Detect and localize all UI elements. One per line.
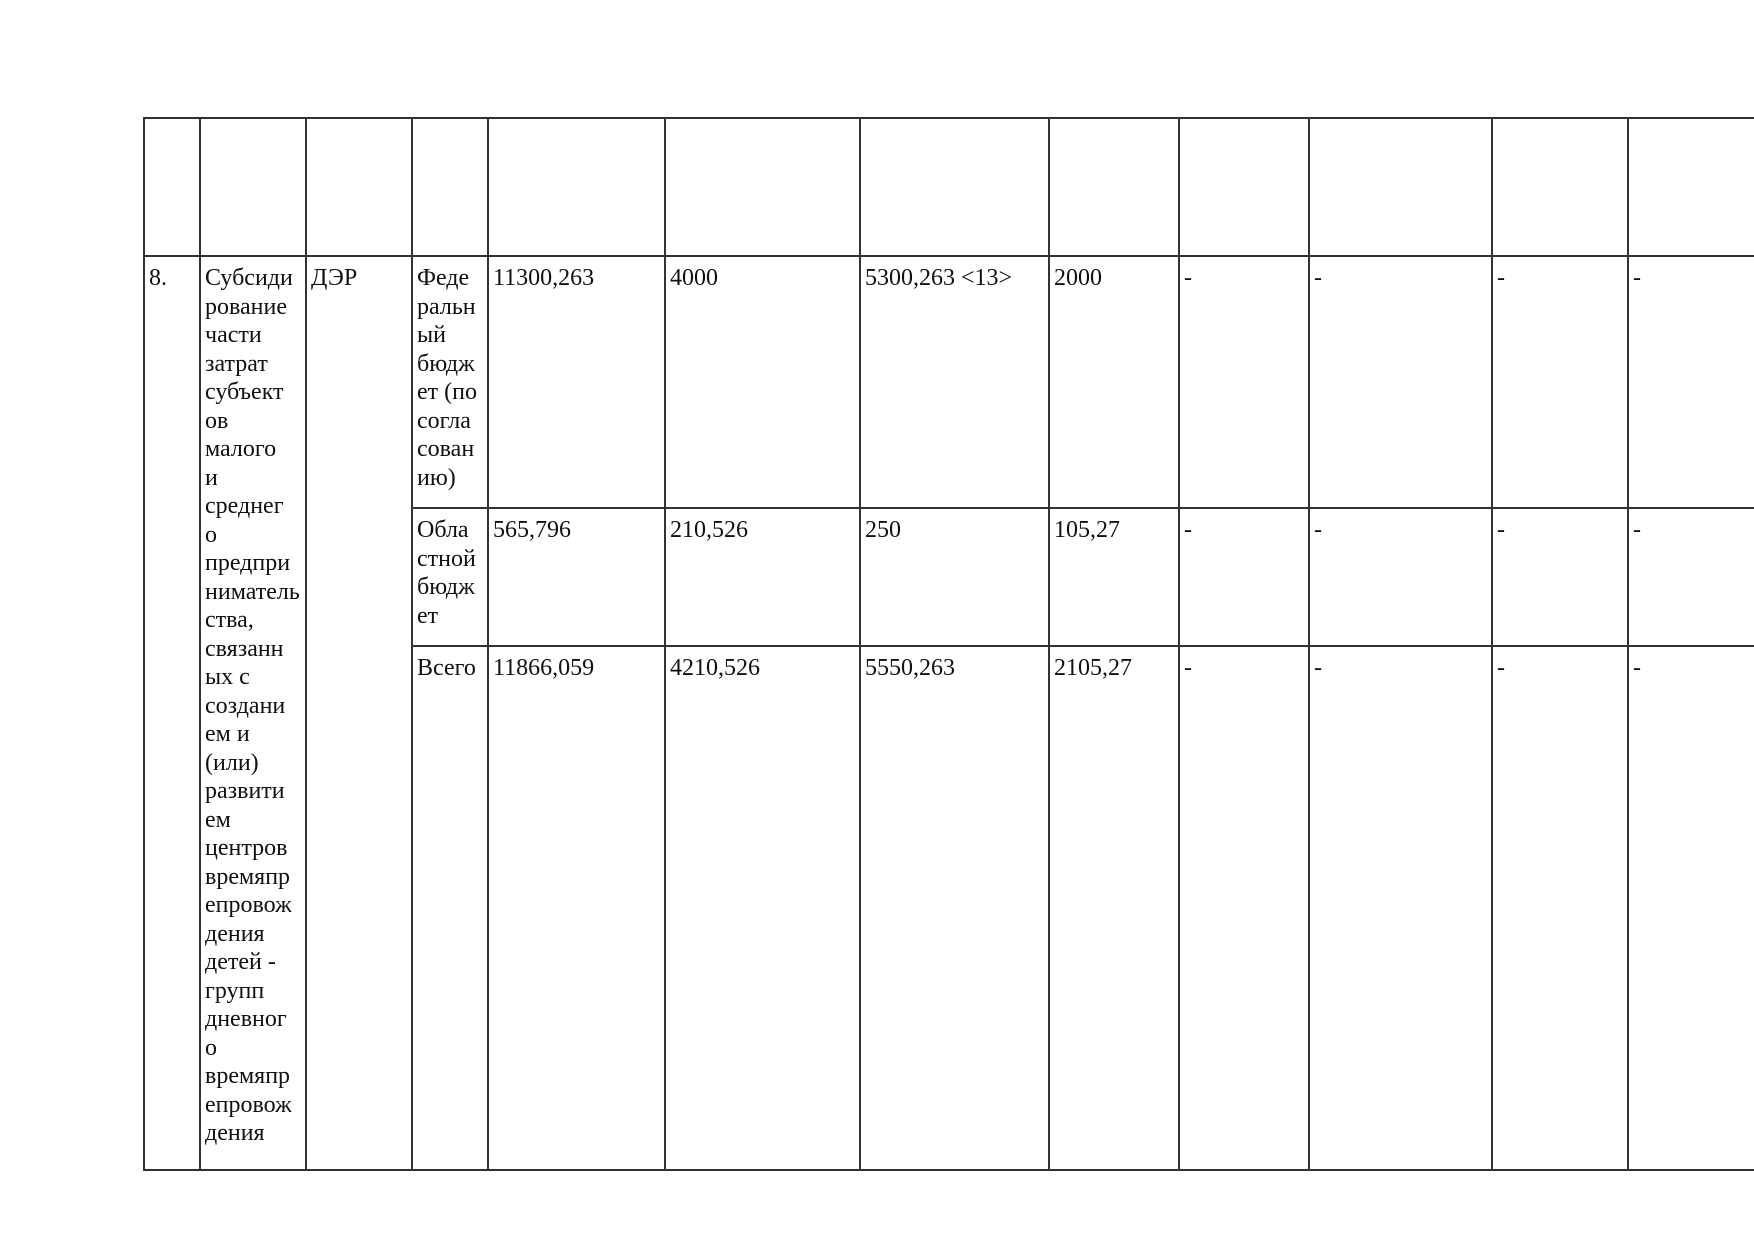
table-cell: 5300,263 <13> bbox=[865, 265, 1013, 291]
table-cell: - bbox=[1184, 265, 1192, 291]
table-cell: 2000 bbox=[1054, 265, 1102, 291]
funding-source-label: Обла стной бюдж ет bbox=[417, 517, 476, 629]
table-border-bottom bbox=[143, 1169, 1754, 1171]
funding-source-label: Феде ральн ый бюдж ет (по согла сован ию) bbox=[417, 265, 477, 491]
table-cell: 11300,263 bbox=[493, 265, 595, 291]
table-cell: - bbox=[1314, 265, 1322, 291]
table-cell: 210,526 bbox=[670, 517, 748, 543]
table-cell: 2105,27 bbox=[1054, 655, 1132, 681]
table-cell: 11866,059 bbox=[493, 655, 595, 681]
table-cell: 5550,263 bbox=[865, 655, 955, 681]
table-cell: - bbox=[1184, 517, 1192, 543]
table-cell: - bbox=[1497, 517, 1505, 543]
table-cell: - bbox=[1497, 265, 1505, 291]
row-number: 8. bbox=[149, 265, 167, 291]
table-cell: - bbox=[1314, 655, 1322, 681]
table-cell: 4000 bbox=[670, 265, 718, 291]
table-cell: 250 bbox=[865, 517, 901, 543]
table-cell: - bbox=[1633, 655, 1641, 681]
table-cell: - bbox=[1633, 517, 1641, 543]
table-cell: - bbox=[1633, 265, 1641, 291]
table-border-top bbox=[143, 117, 1754, 119]
table-cell: 105,27 bbox=[1054, 517, 1120, 543]
measure-description: Субсиди рование части затрат субъект ов малого и среднег о предпри ниматель ства, связанн ых с создани ем и (или) развити ем центров времяпр епровож дения детей - групп дневног о времяпр епровож дения bbox=[205, 265, 300, 1146]
table-cell: 565,796 bbox=[493, 517, 571, 543]
funding-source-label: Всего bbox=[417, 655, 476, 681]
table-cell: 4210,526 bbox=[670, 655, 760, 681]
executor: ДЭР bbox=[311, 265, 358, 291]
table-cell: - bbox=[1314, 517, 1322, 543]
table-cell: - bbox=[1497, 655, 1505, 681]
table-cell: - bbox=[1184, 655, 1192, 681]
